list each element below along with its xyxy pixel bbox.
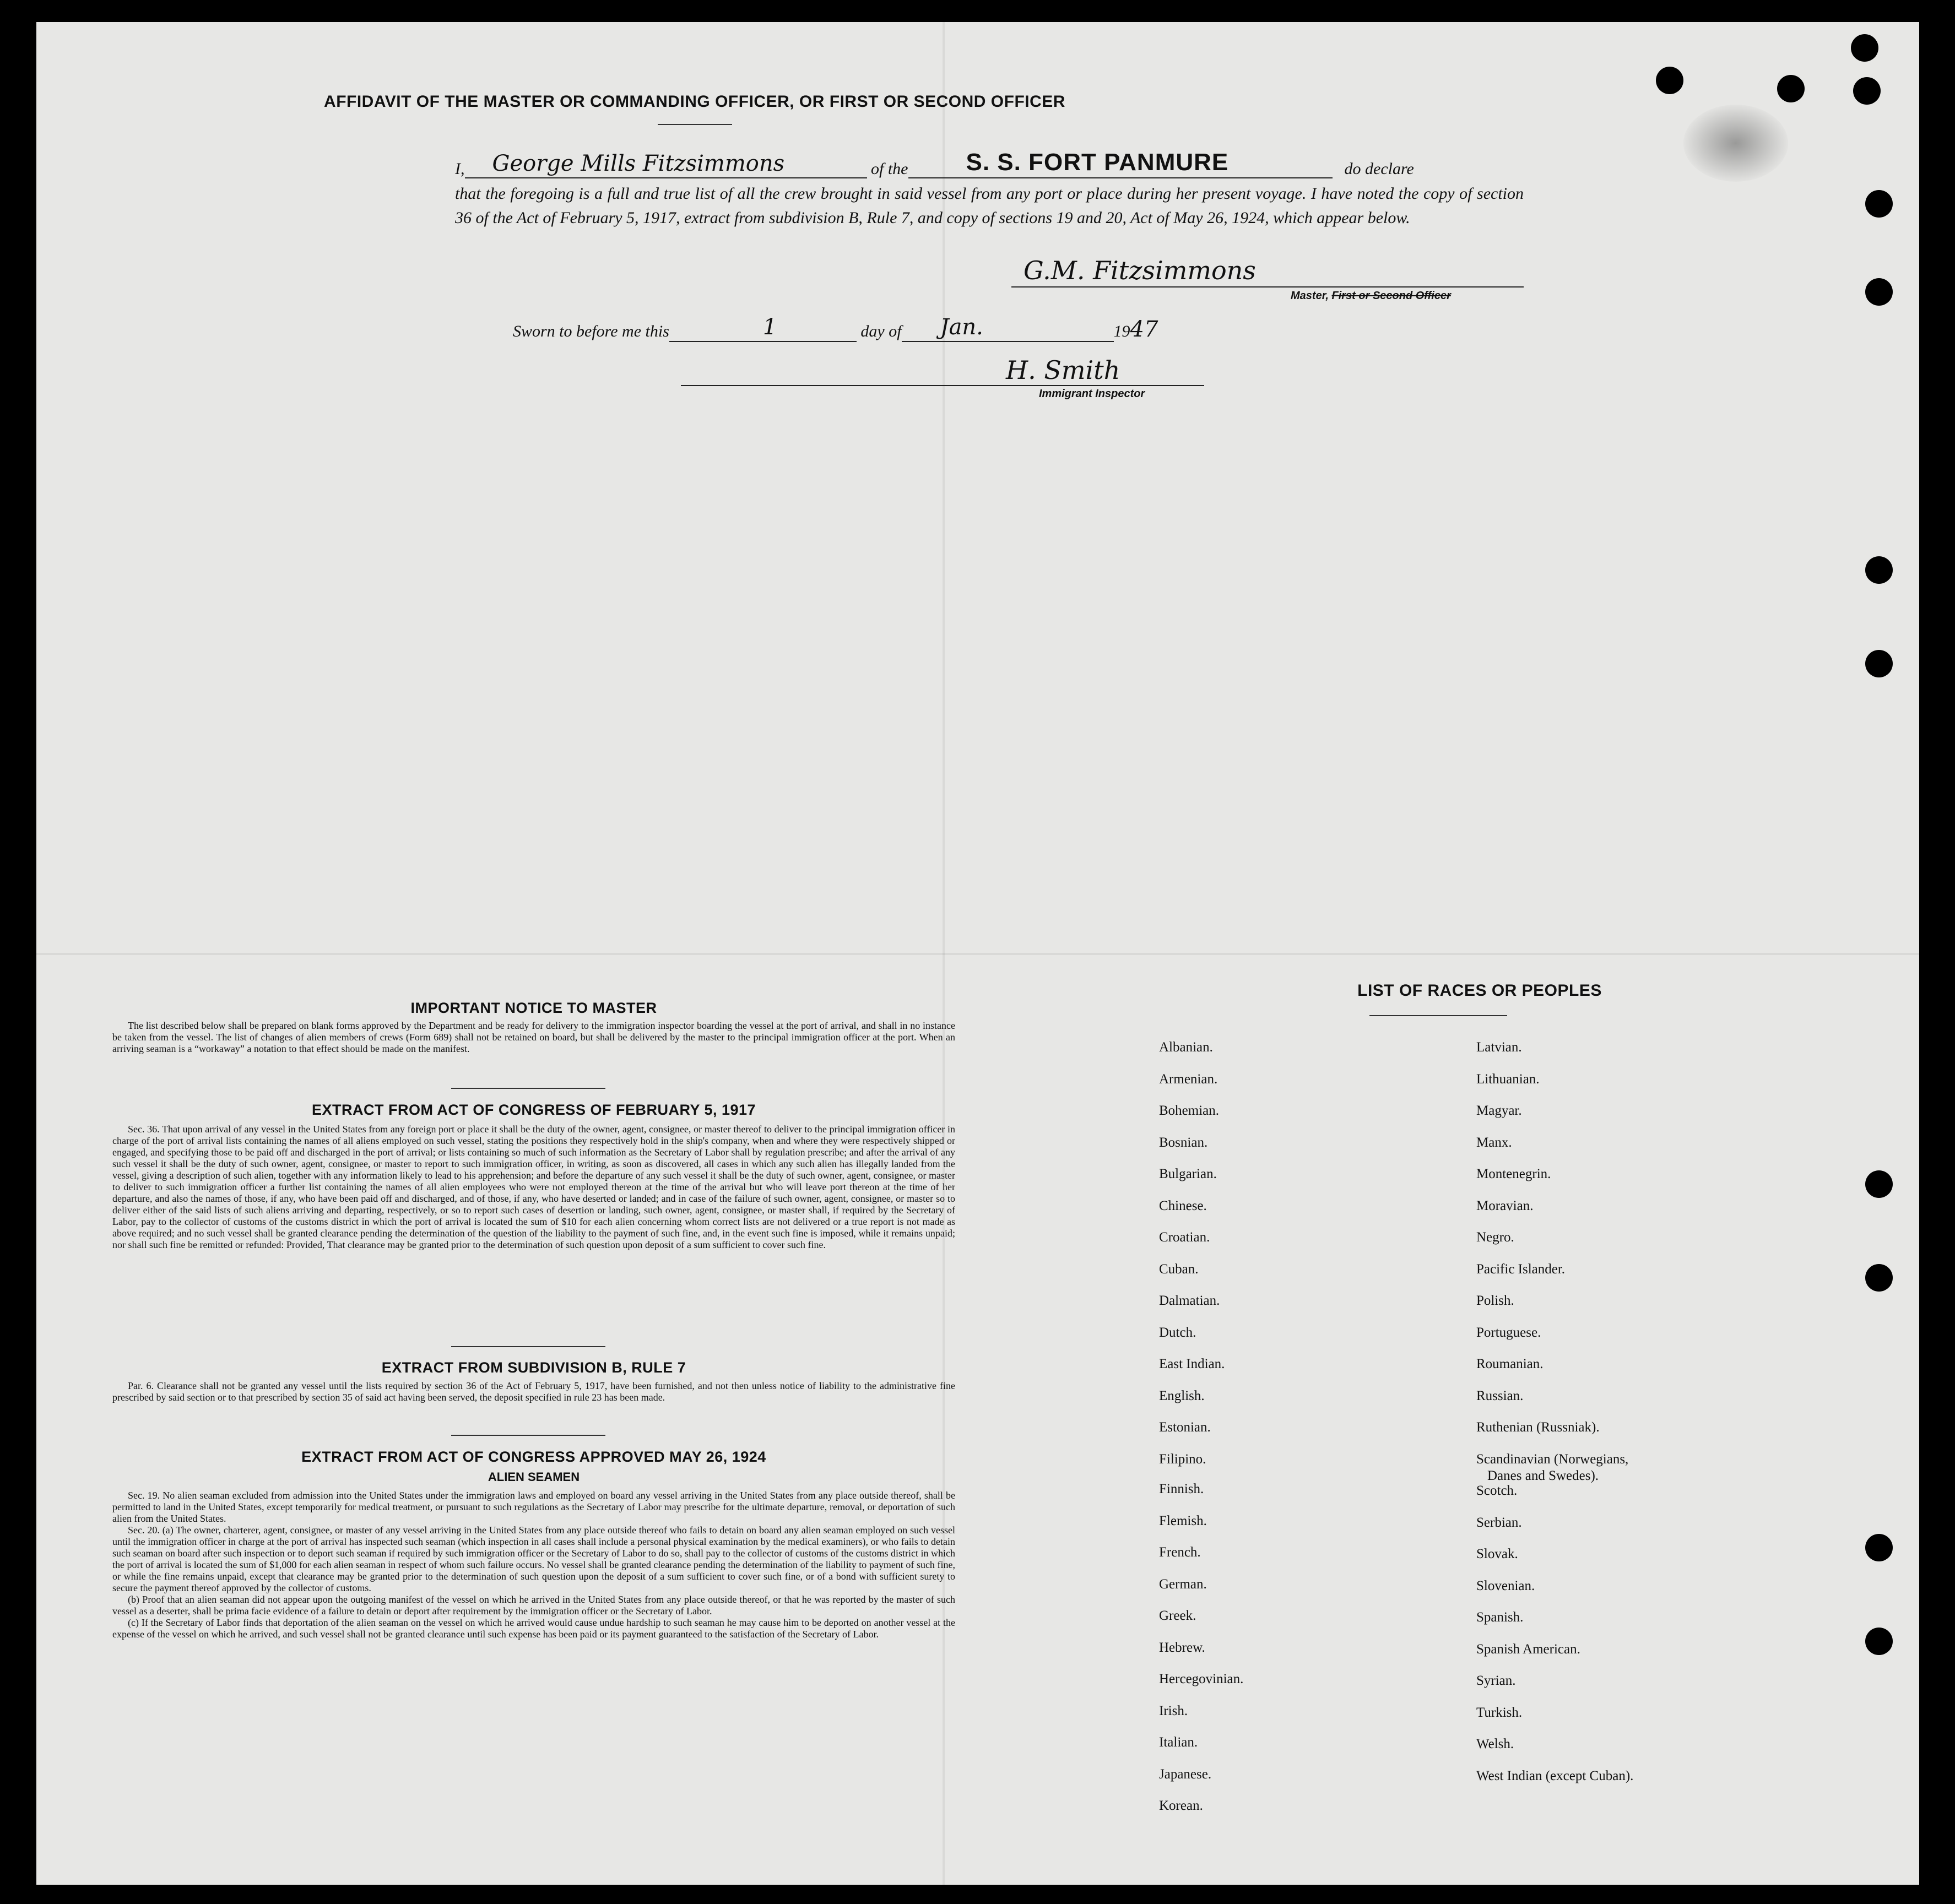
race-right-item: Portuguese. [1476,1325,1541,1340]
struck-officer-caption: First or Second Officer [1331,290,1451,302]
year-value: 47 [1130,317,1158,342]
act-1917-title: EXTRACT FROM ACT OF CONGRESS OF FEBRUARY 5, 1917 [311,1102,756,1118]
punch-hole [1777,75,1805,102]
affidavit-i: I, [455,160,465,178]
race-right-item: Scandinavian (Norwegians, [1476,1451,1629,1467]
punch-hole [1865,1264,1893,1292]
race-right-item: Moravian. [1476,1198,1534,1213]
day-of-text: day of [860,322,902,340]
title-divider [658,124,732,125]
master-name-handwriting: George Mills Fitzsimmons [492,151,785,176]
punch-hole [1865,556,1893,584]
sworn-line [513,314,1158,342]
sec-20a-paragraph: Sec. 20. (a) The owner, charterer, agent, consignee, or master of any vessel arriving in the United States from any place outside thereof who fails to detain on board any alien seaman employed on such vessel until the immigration officer in charge at the port of arrival has inspected such seaman (which inspection in all cases shall include a personal physical examination by the medical examiners), or who fails to detain such seaman on board after such inspection or to deport such seaman if required by such immigration officer or the Secretary of Labor to do so, shall pay to the collector of customs of the customs district in which the port of arrival is located the sum of $1,000 for each alien seaman in respect of whom such failure occurs. No vessel shall be granted clearance pending the determination of the liability to payment of such fine, or while the fine remains unpaid, except that clearance may be granted prior to the determination of such question upon the deposit of a sum sufficient to cover such fine, or of a bond with sufficient surety to secure the payment thereof approved by the collector of customs. [112,1525,955,1593]
race-right-item: Slovenian. [1476,1578,1535,1593]
race-right-item: Magyar. [1476,1103,1522,1118]
race-right-item: Pacific Islander. [1476,1261,1566,1277]
sworn-text: Sworn to before me this [513,322,669,340]
inspector-signature-line [681,354,1204,386]
notice-text [112,1020,955,1055]
races-title-divider [1369,1015,1507,1016]
year-prefix: 19 [1113,322,1130,340]
punch-hole [1865,190,1893,218]
race-left-item: Hebrew. [1159,1640,1205,1655]
race-left-item: Cuban. [1159,1261,1199,1277]
race-right-item: Negro. [1476,1230,1514,1245]
master-signature-line [1011,252,1524,288]
vessel-name-field [908,149,1333,178]
notice-paragraph: The list described below shall be prepared on blank forms approved by the Department and be ready for delivery to the immigration inspector boarding the vessel at the port of arrival, and shall in no instance be taken from the vessel. The list of changes of alien members of crews (Form 689) shall not be retained on board, but shall be delivered by the master to the principal immigration officer at the port. When an arriving seaman is a “workaway” a notation to that effect should be made on the manifest. [112,1020,955,1054]
act-1924-title: EXTRACT FROM ACT OF CONGRESS APPROVED MAY 26, 1924 [301,1449,766,1465]
race-left-item: English. [1159,1388,1205,1403]
punch-hole [1865,1170,1893,1198]
punch-hole [1865,650,1893,677]
race-left-item: Filipino. [1159,1451,1206,1467]
sec-20b-paragraph: (b) Proof that an alien seaman did not appear upon the outgoing manifest of the vessel on which he arrived in the United States from any place outside thereof, or that he was reported by the master of such vessel as a deserter, shall be prima facie evidence of a failure to detain or deport after requirement by the immigration officer or the Secretary of Labor. [112,1594,955,1616]
race-left-item: Hercegovinian. [1159,1672,1244,1686]
race-left-item: French. [1159,1545,1201,1560]
race-left-item: Dutch. [1159,1325,1196,1340]
affidavit-title: AFFIDAVIT OF THE MASTER OR COMMANDING OFFICER, OR FIRST OR SECOND OFFICER [324,93,1065,111]
document-sheet [36,22,1919,1885]
race-right-item: Slovak. [1476,1547,1518,1561]
race-right-item: Welsh. [1476,1737,1514,1751]
race-left-item: German. [1159,1576,1207,1592]
act-1924-subtitle: ALIEN SEAMEN [488,1470,580,1484]
race-left-item: Croatian. [1159,1230,1210,1245]
ink-stain [1683,105,1788,182]
race-left-item: Italian. [1159,1735,1198,1750]
race-right-item: Lithuanian. [1476,1071,1540,1087]
race-left-item: Armenian. [1159,1071,1218,1087]
race-right-item: Latvian. [1476,1040,1522,1055]
race-left-item: Irish. [1159,1703,1188,1718]
master-caption [1291,290,1451,302]
master-signature: G.M. Fitzsimmons [1023,256,1256,285]
affidavit-declaration-line [455,149,1524,178]
races-list-title: LIST OF RACES OR PEOPLES [1357,981,1602,1000]
section-divider [451,1435,605,1436]
punch-hole [1851,34,1878,62]
race-right-item: Syrian. [1476,1673,1516,1688]
race-right-item: Russian. [1476,1388,1524,1403]
race-right-item: Turkish. [1476,1705,1523,1720]
race-right-item: Ruthenian (Russniak). [1476,1420,1600,1435]
month-value: Jan. [940,314,983,340]
fold-crease-horizontal [36,953,1919,955]
day-value: 1 [762,314,777,340]
race-left-item: Finnish. [1159,1482,1204,1496]
race-left-item: Dalmatian. [1159,1293,1220,1308]
master-name-field [465,151,867,178]
race-right-item: Polish. [1476,1293,1514,1308]
race-left-item: Albanian. [1159,1040,1213,1055]
affidavit-do-declare: do declare [1344,160,1414,178]
punch-hole [1865,278,1893,306]
race-right-item: Manx. [1476,1135,1512,1150]
race-right-item: Montenegrin. [1476,1167,1551,1181]
inspector-caption: Immigrant Inspector [1039,388,1145,400]
race-right-item: West Indian (except Cuban). [1476,1768,1634,1783]
inspector-signature: H. Smith [1006,355,1120,385]
vessel-name: S. S. FORT PANMURE [966,149,1229,176]
section-divider [451,1346,605,1347]
affidavit-of-the: of the [871,160,908,178]
affidavit-body: that the foregoing is a full and true list of all the crew brought in said vessel from any port or place during her present voyage. I have noted the copy of section 36 of the Act of February 5, 1917, extract from subdivision B, Rule 7, and copy of sections 19 and 20, Act of May 26, 1924, which appear below. [455,185,1524,227]
rule-7-title: EXTRACT FROM SUBDIVISION B, RULE 7 [381,1359,686,1376]
race-right-item: Spanish American. [1476,1641,1580,1657]
punch-hole [1865,1534,1893,1561]
race-right-item: Spanish. [1476,1610,1524,1625]
day-field [669,314,857,342]
race-left-item: Bulgarian. [1159,1167,1217,1181]
race-left-item: Chinese. [1159,1198,1207,1213]
act-1924-text [112,1490,955,1640]
act-1917-paragraph: Sec. 36. That upon arrival of any vessel in the United States from any foreign port or place it shall be the duty of the owner, agent, consignee, or master thereof to deliver to the principal immigration officer in charge of the port of arrival lists containing the names of all aliens employed on such vessel, stating the positions they respectively hold in the ship's company, when and where they were respectively shipped or engaged, and specifying those to be paid off and discharged in the port of arrival; or lists containing so much of such information as the Secretary of Labor shall by regulation prescribe; and after the arrival of any such vessel it shall be the duty of such owner, agent, consignee, or master to report to such immigration officer, in writing, as soon as discovered, all cases in which any such alien has illegally landed from the vessel, giving a description of such alien, together with any information likely to lead to his apprehension; and before the departure of any such vessel it shall be the duty of such owner, agent, consignee, or master to deliver to such immigration officer a further list containing the names of all alien employees who were not employed thereon at the time of the arrival but who will leave port thereon at the time of her departure, and also the names of those, if any, who have been paid off and discharged, and of those, if any, who have deserted or landed; and in case of the failure of such owner, agent, consignee, or master so to deliver either of the said lists of such aliens arriving and departing, respectively, or so to report such cases of desertion or landing, such owner, agent, consignee, or master shall, if required by the Secretary of Labor, pay to the collector of customs of the customs district in which the port of arrival is located the sum of $10 for each alien concerning whom correct lists are not delivered or a true report is not made as above required; and no such vessel shall be granted clearance pending the determination of the question of the liability to the payment of such fine, and, in the event such fine is imposed, while it remains unpaid; nor shall such fine be remitted or refunded: Provided, That clearance may be granted prior to the determination of such question upon deposit of a sum sufficient to cover such fine. [112,1124,955,1250]
race-right-item: Scotch. [1476,1483,1518,1498]
punch-hole [1853,77,1881,105]
race-right-item: Serbian. [1476,1515,1522,1530]
race-left-item: East Indian. [1159,1357,1225,1371]
master-caption-label: Master, [1291,290,1329,302]
section-divider [451,1088,605,1089]
punch-hole [1865,1628,1893,1655]
race-left-item: Bohemian. [1159,1103,1220,1118]
sec-19-paragraph: Sec. 19. No alien seaman excluded from admission into the United States under the immigration laws and employed on board any vessel arriving in the United States from any place outside thereof, shall be permitted to land in the United States, except temporarily for medical treatment, or pursuant to such regulations as the Secretary of Labor may prescribe for the ultimate departure, removal, or deportation of such alien from the United States. [112,1490,955,1524]
race-left-item: Korean. [1159,1798,1203,1813]
rule-7-paragraph: Par. 6. Clearance shall not be granted any vessel until the lists required by section 36 of the Act of February 5, 1917, have been furnished, and not then unless notice of liability to the administrative fine prescribed by said section or to that prescribed by section 35 of said act having been served, the deposit specified in rule 23 has been made. [112,1380,955,1403]
notice-title: IMPORTANT NOTICE TO MASTER [410,1000,657,1016]
race-right-item: Roumanian. [1476,1357,1544,1371]
race-left-item: Greek. [1159,1608,1196,1623]
month-field [902,314,1114,342]
sec-20c-paragraph: (c) If the Secretary of Labor finds that deportation of the alien seaman on the vessel on which he arrived would cause undue hardship to such seaman he may cause him to be deported on another vessel at the expense of the vessel on which he arrived, and such vessel shall not be granted clearance until such expense has been paid or its payment guaranteed to the satisfaction of the Secretary of Labor. [112,1617,955,1640]
race-left-item: Flemish. [1159,1513,1207,1528]
rule-7-text [112,1380,955,1403]
race-left-item: Estonian. [1159,1420,1211,1435]
race-left-item: Japanese. [1159,1766,1212,1782]
race-left-item: Bosnian. [1159,1135,1208,1150]
punch-hole [1656,67,1683,94]
act-1917-text [112,1124,955,1251]
race-right-item: Danes and Swedes). [1487,1468,1599,1483]
